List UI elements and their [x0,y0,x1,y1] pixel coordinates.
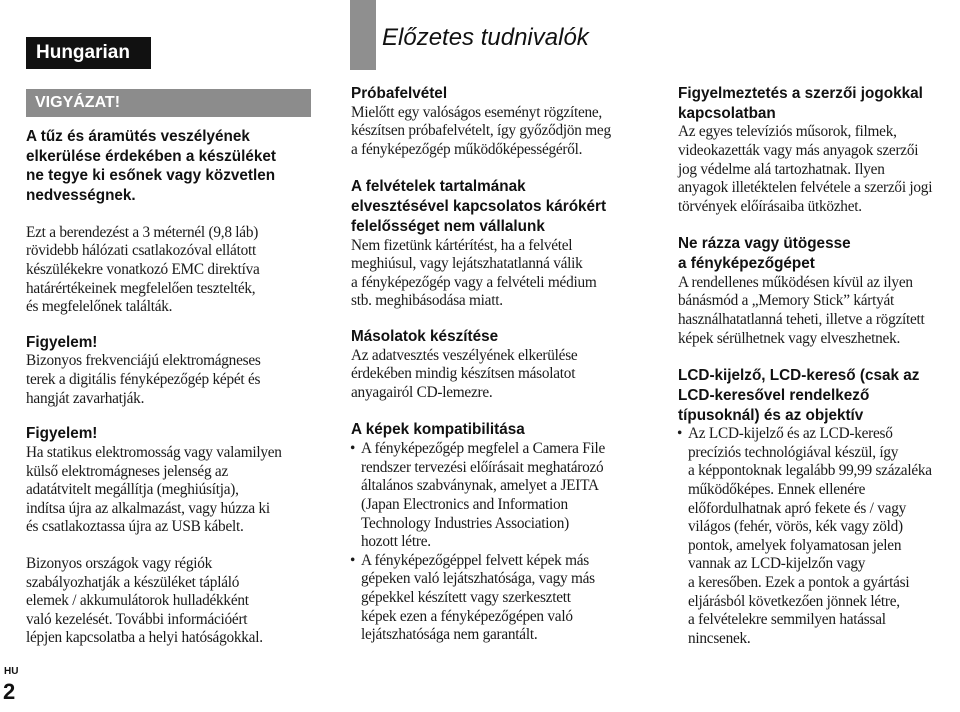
text-line: a fényképezőgép vagy a felvételi médium [351,273,597,291]
column-left [26,127,326,648]
warning-banner: VIGYÁZAT! [26,89,311,117]
text-line: felelősséget nem vállalunk [351,217,545,235]
interference-paragraph [26,352,326,408]
text-line: meghiúsul, vagy lejátszhatatlanná válik [351,255,583,273]
text-line: jog védelme alá tartozhatnak. Ilyen [678,160,885,178]
shock-heading [678,234,960,273]
text-line: anyagok illetéktelen felvétele a szerzői jogi [678,179,933,197]
text-line: Ha statikus elektromosság vagy valamilyen [26,443,282,461]
text-line: lépjen kapcsolatba a helyi hatóságokkal. [26,629,263,647]
compatibility-bullet-2 [351,552,651,645]
text-line: eljárásból következően jönnek létre, [688,592,900,610]
text-line: rövidebb hálózati csatlakozóval ellátott [26,242,256,260]
compatibility-heading [351,420,651,440]
attention-heading-2: Figyelem! [26,425,98,443]
text-line: Bizonyos frekvenciájú elektromágneses [26,352,261,370]
text-line: a felvételekre semmilyen hatással [688,611,886,629]
text-line: ne tegye ki esőnek vagy közvetlen [26,167,276,185]
text-line: használhatatlanná teheti, illetve a rögzített [678,310,925,328]
text-line: való kezelését. További információért [26,610,248,628]
text-line: Az egyes televíziós műsorok, filmek, [678,123,897,141]
text-line: adatátvitelt megállítja (meghiúsítja), [26,481,239,499]
text-line: elvesztésével kapcsolatos kárókért [351,198,607,216]
text-line: szabályozhatják a készüléket tápláló [26,573,240,591]
text-line: Ne rázza vagy ütögesse [678,235,851,253]
test-recording-heading [351,84,651,104]
static-paragraph [26,444,326,537]
text-line: indítsa újra az alkalmazást, vagy húzza ki [26,499,270,517]
section-title: Előzetes tudnivalók [382,24,589,51]
text-line: törvények előírásaiba ütközhet. [678,197,862,215]
shock-body [678,274,960,348]
text-line: A felvételek tartalmának [351,178,526,196]
text-line: Figyelmeztetés a szerzői jogokkal [678,85,923,102]
text-line: működőképes. Ennek ellenére [688,481,866,499]
text-line: Az adatvesztés veszélyének elkerülése [351,346,578,364]
text-line: képek ezen a fényképezőgépen való [361,607,573,625]
text-line: a fényképezőgép működőképességéről. [351,140,583,158]
text-line: bánásmód a „Memory Stick” kártyát [678,292,895,310]
text-line: általános szabványnak, amelyet a JEITA [361,477,599,495]
text-line: Ezt a berendezést a 3 méternél (9,8 láb) [26,223,259,241]
battery-disposal-paragraph [26,555,326,648]
text-line: külső elektromágneses jelenség az [26,462,229,480]
text-line: a keresőben. Ezek a pontok a gyártási [688,574,910,592]
text-line: határértékeinek megfelelően tesztelték, [26,279,256,297]
text-line: Technology Industries Association) [361,514,569,532]
text-line: a képpontoknak legalább 99,99 százaléka [688,462,932,480]
text-line: elkerülése érdekében a készüléket [26,147,277,165]
text-line: pontok, amelyek folyamatosan jelen [688,536,902,554]
text-line: készítsen próbafelvételt, így győződjön meg [351,122,611,140]
text-line: nedvességnek. [26,187,136,205]
emc-paragraph [26,224,326,317]
text-line: gépekkel készített vagy szerkesztett [361,588,571,606]
text-line: Próbafelvétel [351,85,448,102]
text-line: előfordulhatnak apró fekete és / vagy [688,499,906,517]
text-line: típusoknál) és az objektív [678,406,864,424]
text-line: lejátszhatósága nem garantált. [361,626,538,644]
copyright-heading [678,84,960,123]
text-line: LCD-keresővel rendelkező [678,386,870,404]
copyright-body [678,123,960,216]
text-line: A képek kompatibilitása [351,421,525,439]
section-header-bar [350,0,376,70]
text-line: világos (fehér, vörös, kék vagy zöld) [688,518,903,536]
language-tab: Hungarian [26,37,151,69]
warning-heading [26,127,326,206]
page-language-code: HU [4,666,19,677]
column-middle [351,84,651,645]
text-line: rendszer tervezési előírásait meghatározó [361,458,604,476]
text-line: készülékekre vonatkozó EMC direktíva [26,261,260,278]
text-line: vannak az LCD-kijelzőn vagy [688,555,866,573]
text-line: • Az LCD-kijelző és az LCD-kereső [688,425,893,443]
attention-heading-1: Figyelem! [26,333,98,351]
text-line: LCD-kijelző, LCD-kereső (csak az [678,367,920,385]
column-right [678,84,960,648]
lcd-heading [678,366,960,425]
lcd-bullet [678,425,960,648]
text-line: és csatlakoztassa újra az USB kábelt. [26,518,244,536]
no-compensation-heading [351,177,651,236]
text-line: hangját zavarhatják. [26,389,145,407]
text-line: érdekében mindig készítsen másolatot [351,365,576,383]
text-line: A rendellenes működésen kívül az ilyen [678,273,913,291]
text-line: • A fényképezőgép megfelel a Camera File [361,440,606,458]
text-line: anyagairól CD-lemezre. [351,383,493,401]
text-line: (Japan Electronics and Information [361,495,568,513]
text-line: gépeken való lejátszhatósága, vagy más [361,570,595,588]
test-recording-body [351,104,651,160]
text-line: a fényképezőgépet [678,255,815,273]
no-compensation-body [351,237,651,311]
page-number: 2 [3,679,16,704]
text-line: elemek / akkumulátorok hulladékként [26,592,249,610]
text-line: képek sérülhetnek vagy elveszhetnek. [678,329,901,347]
text-line: videokazetták vagy más anyagok szerzői [678,142,919,159]
compatibility-bullet-1 [351,440,651,552]
text-line: Nem fizetünk kártérítést, ha a felvétel [351,236,573,254]
text-line: nincsenek. [688,629,751,647]
backup-body [351,347,651,403]
section-header [350,0,960,72]
backup-heading [351,327,651,347]
text-line: Másolatok készítése [351,327,499,345]
text-line: A tűz és áramütés veszélyének [26,128,250,145]
text-line: kapcsolatban [678,104,776,122]
text-line: precíziós technológiával készül, így [688,443,899,461]
text-line: terek a digitális fényképezőgép képét és [26,371,261,389]
text-line: és megfelelőnek találták. [26,298,173,316]
text-line: Bizonyos országok vagy régiók [26,554,213,572]
text-line: hozott létre. [361,533,431,551]
text-line: • A fényképezőgéppel felvett képek más [361,551,590,569]
text-line: stb. meghibásodása miatt. [351,292,503,310]
text-line: Mielőtt egy valóságos eseményt rögzítene, [351,103,602,121]
